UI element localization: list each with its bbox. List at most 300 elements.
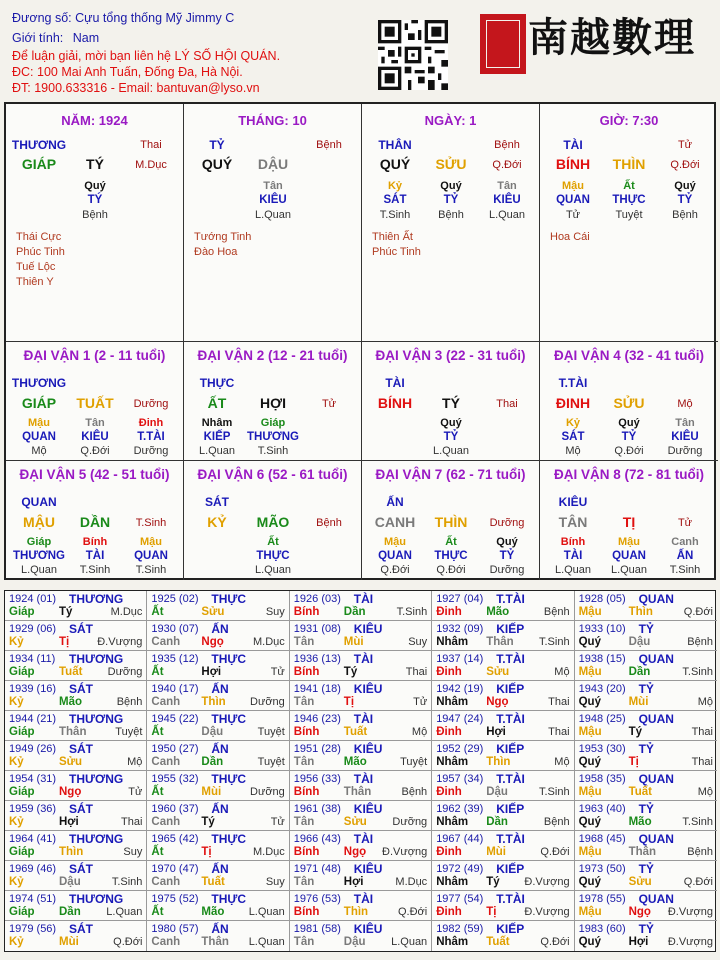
year-ten-god: ẤN (211, 682, 229, 696)
hidden-stem: Kỷ (387, 180, 403, 192)
year-branch: Ngọ (201, 636, 224, 648)
year-ten-god: SÁT (69, 862, 93, 876)
year-label: 1951 (28) (293, 743, 341, 755)
year-cell (575, 861, 717, 891)
year-branch: Tuất (201, 876, 225, 888)
year-label: 1953 (30) (578, 743, 626, 755)
hidden-stem: Quý (618, 417, 640, 429)
hidden-phase: Dưỡng (489, 564, 525, 576)
hidden-ten-god: KIÊU (493, 194, 521, 206)
year-phase: M.Dục (110, 606, 143, 618)
year-ten-god: KIÊU (353, 622, 383, 636)
hidden-ten-god: TỶ (443, 194, 459, 206)
year-branch: Thìn (201, 696, 226, 708)
year-cell (5, 741, 147, 771)
year-cell (5, 891, 147, 921)
pillar-stem: QUÝ (201, 156, 233, 172)
pillar-stars (16, 230, 65, 290)
year-label: 1941 (18) (293, 683, 341, 695)
year-ten-god: SÁT (69, 622, 93, 636)
hidden-stem: Quý (440, 180, 462, 192)
year-phase: Tuyệt (257, 726, 285, 738)
year-stem: Quý (578, 816, 601, 828)
table-row (5, 771, 717, 801)
year-phase: Tuyệt (400, 756, 428, 768)
year-phase: Thai (548, 696, 570, 708)
year-phase: T.Sinh (682, 816, 713, 828)
year-ten-god: KIẾP (496, 862, 525, 876)
year-cell (147, 921, 289, 951)
year-cell (147, 891, 289, 921)
year-stem: Quý (578, 876, 601, 888)
hidden-ten-god: TỶ (677, 194, 693, 206)
year-ten-god: THỰC (211, 652, 247, 666)
year-label: 1980 (57) (151, 923, 199, 935)
year-stem: Quý (578, 756, 601, 768)
dai-van-branch: SỬU (613, 395, 645, 411)
year-label: 1928 (05) (578, 593, 626, 605)
year-branch: Tuất (343, 726, 368, 738)
year-cell (432, 861, 574, 891)
year-branch: Hợi (343, 876, 364, 888)
dai-van-stem: ĐINH (555, 395, 591, 411)
year-stem: Ất (151, 906, 164, 918)
dai-van-phase: Mộ (677, 398, 693, 410)
year-stem: Ất (151, 606, 164, 618)
year-branch: Mùi (343, 636, 364, 648)
year-ten-god: TỶ (638, 862, 654, 876)
year-ten-god: QUAN (638, 892, 674, 906)
year-phase: Tử (270, 816, 285, 828)
year-branch: Mão (628, 816, 652, 828)
year-stem: Ất (151, 666, 164, 678)
year-branch: Dần (628, 666, 651, 678)
year-label: 1945 (22) (151, 713, 199, 725)
year-phase: Bệnh (687, 846, 713, 858)
year-phase: L.Quan (391, 936, 428, 948)
hidden-ten-god: TỶ (499, 550, 515, 562)
dai-van-phase: Dưỡng (489, 517, 525, 529)
hidden-phase: L.Quan (254, 209, 292, 221)
year-stem: Mậu (578, 906, 602, 918)
year-stem: Giáp (9, 906, 35, 918)
year-cell (575, 741, 717, 771)
year-ten-god: QUAN (638, 652, 674, 666)
year-ten-god: QUAN (638, 592, 674, 606)
hidden-phase: Bệnh (82, 209, 108, 221)
year-phase: Mộ (697, 696, 713, 708)
dai-van-stem: GIÁP (21, 395, 57, 411)
year-cell (575, 831, 717, 861)
year-label: 1931 (08) (293, 623, 341, 635)
year-branch: Thân (628, 846, 657, 858)
year-stem: Giáp (9, 846, 35, 858)
table-row (5, 651, 717, 681)
dai-van-phase: T.Sinh (135, 517, 167, 529)
year-ten-god: ẤN (211, 622, 229, 636)
year-phase: Tử (270, 666, 285, 678)
dai-van-stem: ẤT (207, 395, 227, 411)
year-cell (432, 621, 574, 651)
dai-van-branch: THÌN (434, 514, 468, 530)
year-branch: Mùi (628, 696, 649, 708)
dai-van-title: ĐẠI VẬN 7 (62 - 71 tuổi) (375, 467, 526, 482)
address-line: ĐC: 100 Mai Anh Tuấn, Đống Đa, Hà Nội. (12, 65, 243, 79)
year-cell (290, 651, 432, 681)
hidden-ten-god: SÁT (561, 431, 585, 443)
year-ten-god: TỶ (638, 682, 654, 696)
year-branch: Mão (486, 606, 510, 618)
year-phase: Dưỡng (250, 786, 285, 798)
year-stem: Giáp (9, 606, 35, 618)
dai-van-branch: TÝ (442, 395, 460, 411)
hidden-stem: Canh (671, 536, 699, 548)
year-phase: L.Quan (248, 906, 285, 918)
year-stem: Đinh (436, 846, 462, 858)
dai-van-phase: Thai (496, 398, 518, 410)
dai-van-ten-god: TÀI (385, 376, 405, 390)
year-ten-god: THƯƠNG (69, 772, 124, 786)
year-ten-god: TỶ (638, 622, 654, 636)
year-stem: Tân (293, 816, 315, 828)
year-cell (432, 651, 574, 681)
pillar-branch: THÌN (612, 156, 646, 172)
year-stem: Kỷ (9, 876, 24, 888)
year-ten-god: QUAN (638, 832, 674, 846)
year-cell (575, 921, 717, 951)
hidden-ten-god: KIẾP (203, 431, 231, 443)
year-phase: Đ.Vượng (524, 906, 570, 918)
year-ten-god: THƯƠNG (69, 892, 124, 906)
year-branch: Mão (201, 906, 225, 918)
year-phase: Đ.Vượng (667, 906, 713, 918)
year-branch: Tý (201, 816, 215, 828)
year-branch: Ngọ (59, 786, 82, 798)
year-cell (290, 921, 432, 951)
year-phase: M.Dục (253, 846, 285, 858)
subject-line: Đương số: Cựu tổng thống Mỹ Jimmy C (12, 11, 235, 25)
pillar-title: NĂM: 1924 (61, 113, 128, 128)
year-ten-god: KIẾP (496, 742, 525, 756)
pillar-stem: GIÁP (21, 156, 57, 172)
year-phase: Bệnh (687, 636, 713, 648)
year-label: 1972 (49) (436, 863, 484, 875)
year-stem: Nhâm (436, 696, 469, 708)
year-branch: Mão (343, 756, 367, 768)
hidden-ten-god: TÀI (85, 550, 105, 562)
year-label: 1932 (09) (436, 623, 484, 635)
year-label: 1965 (42) (151, 833, 199, 845)
hidden-stem: Tân (85, 417, 105, 429)
year-label: 1929 (06) (9, 623, 57, 635)
star-name: Phúc Tinh (16, 246, 65, 258)
table-row (5, 591, 717, 621)
year-ten-god: QUAN (638, 712, 674, 726)
year-branch: Sửu (343, 816, 367, 828)
year-cell (575, 621, 717, 651)
year-label: 1970 (47) (151, 863, 199, 875)
year-phase: Q.Đới (683, 606, 713, 618)
hidden-phase: L.Quan (432, 445, 470, 457)
year-label: 1950 (27) (151, 743, 199, 755)
year-branch: Tị (201, 846, 212, 858)
year-ten-god: THƯƠNG (69, 652, 124, 666)
star-name: Tướng Tinh (194, 231, 252, 243)
year-cell (432, 801, 574, 831)
year-phase: Tuyệt (115, 726, 143, 738)
year-label: 1926 (03) (293, 593, 341, 605)
hidden-ten-god: THƯƠNG (247, 431, 299, 443)
year-cell (290, 591, 432, 621)
year-cell (432, 831, 574, 861)
year-phase: T.Sinh (539, 786, 570, 798)
year-branch: Tị (343, 696, 355, 708)
year-branch: Ngọ (628, 906, 651, 918)
year-stem: Nhâm (436, 756, 469, 768)
year-ten-god: THƯƠNG (69, 712, 124, 726)
dai-van-title: ĐẠI VẬN 8 (72 - 81 tuổi) (553, 467, 705, 482)
year-stem: Đinh (436, 786, 462, 798)
year-cell (147, 801, 289, 831)
year-stem: Canh (151, 816, 181, 828)
year-cell (290, 621, 432, 651)
pillar-stars (372, 230, 421, 260)
dai-van-ten-god: QUAN (21, 495, 57, 509)
pillar-cell (6, 104, 184, 342)
hidden-phase: L.Quan (610, 564, 648, 576)
year-label: 1961 (38) (293, 803, 341, 815)
year-branch: Mùi (59, 936, 79, 948)
year-label: 1977 (54) (436, 893, 484, 905)
year-stem: Tân (293, 696, 315, 708)
year-ten-god: KIẾP (496, 802, 525, 816)
year-ten-god: TỶ (638, 922, 654, 936)
year-cell (290, 711, 432, 741)
year-branch: Sửu (486, 666, 510, 678)
dai-van-cell (184, 342, 362, 461)
year-ten-god: SÁT (69, 742, 93, 756)
year-stem: Kỷ (9, 816, 24, 828)
year-phase: L.Quan (248, 936, 285, 948)
year-stem: Quý (578, 696, 601, 708)
year-phase: M.Dục (395, 876, 428, 888)
year-phase: M.Dục (253, 636, 285, 648)
dai-van-stem: CANH (374, 514, 416, 530)
year-stem: Quý (578, 636, 601, 648)
pillar-phase: Bệnh (316, 139, 342, 151)
year-cell (432, 681, 574, 711)
hidden-ten-god: KIÊU (81, 431, 109, 443)
year-ten-god: TÀI (353, 772, 374, 786)
year-phase: Q.Đới (540, 936, 570, 948)
year-label: 1979 (56) (9, 923, 57, 935)
brand-logo: 南越數理 (528, 14, 696, 61)
year-branch: Thân (201, 936, 229, 948)
table-row (5, 741, 717, 771)
year-phase: Tử (128, 786, 143, 798)
year-ten-god: ẤN (211, 742, 229, 756)
year-stem: Kỷ (9, 636, 24, 648)
star-name: Phúc Tinh (372, 246, 421, 258)
year-ten-god: T.TÀI (496, 832, 525, 846)
hidden-phase: Mộ (565, 445, 581, 457)
year-label: 1978 (55) (578, 893, 626, 905)
year-cell (290, 831, 432, 861)
year-cell (5, 801, 147, 831)
year-branch: Sửu (59, 756, 83, 768)
year-branch: Ngọ (486, 696, 509, 708)
year-branch: Tý (59, 606, 73, 618)
hidden-ten-god: T.TÀI (137, 431, 165, 443)
pillar-ten-god: THÂN (378, 138, 412, 152)
year-stem: Tân (293, 876, 315, 888)
year-phase: Q.Đới (113, 936, 143, 948)
year-cell (575, 711, 717, 741)
table-row (5, 861, 717, 891)
year-phase: Đ.Vượng (97, 636, 143, 648)
year-ten-god: KIÊU (353, 922, 383, 936)
year-phase: Dưỡng (107, 666, 143, 678)
pillar-branch: SỬU (435, 156, 467, 172)
year-label: 1973 (50) (578, 863, 626, 875)
hidden-ten-god: THỰC (612, 194, 646, 206)
hidden-stem: Nhâm (201, 417, 233, 429)
pillar-phase: Thai (140, 139, 162, 151)
year-ten-god: SÁT (69, 682, 93, 696)
year-phase: Thai (405, 666, 428, 678)
year-ten-god: SÁT (69, 922, 93, 936)
dai-van-ten-god: SÁT (205, 495, 229, 509)
year-ten-god: KIÊU (353, 802, 383, 816)
pillar-cell (362, 104, 540, 342)
year-cell (147, 621, 289, 651)
hidden-stem: Mậu (28, 417, 50, 429)
year-ten-god: KIÊU (353, 862, 383, 876)
hidden-stem: Giáp (26, 536, 52, 548)
dai-van-phase: Dưỡng (133, 398, 169, 410)
hidden-phase: Tử (565, 209, 581, 221)
pillar-title: GIỜ: 7:30 (599, 113, 659, 128)
year-branch: Dần (486, 816, 508, 828)
dai-van-cell (6, 461, 184, 580)
year-branch: Thân (486, 636, 514, 648)
year-stem: Bính (293, 726, 320, 738)
hidden-ten-god: KIÊU (671, 431, 699, 443)
year-stem: Nhâm (436, 876, 469, 888)
dai-van-ten-god: THỰC (199, 376, 235, 390)
hidden-ten-god: TỶ (443, 431, 459, 443)
year-branch: Tị (628, 756, 639, 768)
dai-van-cell (540, 342, 718, 461)
hidden-phase: Dưỡng (133, 445, 169, 457)
year-stem: Giáp (9, 726, 35, 738)
year-label: 1956 (33) (293, 773, 341, 785)
year-ten-god: THỰC (211, 712, 247, 726)
year-branch: Dậu (628, 636, 651, 648)
year-phase: Dưỡng (250, 696, 285, 708)
year-branch: Tý (628, 726, 643, 738)
year-ten-god: QUAN (638, 772, 674, 786)
year-phase: Suy (265, 876, 285, 888)
year-ten-god: TÀI (353, 832, 374, 846)
year-label: 1960 (37) (151, 803, 199, 815)
year-phase: L.Quan (106, 906, 143, 918)
star-name: Thiên Ất (372, 231, 413, 243)
dai-van-cell (362, 342, 540, 461)
annual-luck-table (4, 590, 716, 952)
year-label: 1966 (43) (293, 833, 341, 845)
year-stem: Kỷ (9, 756, 24, 768)
hidden-phase: Q.Đới (80, 445, 110, 457)
year-stem: Mậu (578, 606, 602, 618)
year-label: 1958 (35) (578, 773, 626, 785)
hidden-ten-god: TÝ (87, 194, 103, 206)
year-cell (5, 651, 147, 681)
year-ten-god: T.TÀI (496, 712, 525, 726)
year-label: 1948 (25) (578, 713, 626, 725)
year-ten-god: KIẾP (496, 622, 525, 636)
year-phase: Bệnh (543, 816, 570, 828)
year-label: 1976 (53) (293, 893, 341, 905)
dai-van-branch: HỢI (260, 395, 286, 411)
dai-van-ten-god: ẤN (386, 495, 404, 509)
year-ten-god: T.TÀI (496, 592, 525, 606)
hidden-stem: Mậu (140, 536, 162, 548)
year-branch: Dậu (486, 786, 508, 798)
year-label: 1981 (58) (293, 923, 341, 935)
hidden-phase: Tuyệt (615, 209, 643, 221)
pillar-extra: Q.Đới (670, 159, 700, 171)
year-cell (290, 801, 432, 831)
year-branch: Tuất (486, 936, 510, 948)
hidden-ten-god: ẤN (676, 550, 694, 562)
pillar-branch: DẬU (257, 156, 289, 172)
hidden-phase: T.Sinh (669, 564, 701, 576)
year-label: 1971 (48) (293, 863, 341, 875)
hidden-stem: Quý (496, 536, 518, 548)
year-cell (147, 711, 289, 741)
year-phase: Bệnh (401, 786, 428, 798)
year-label: 1962 (39) (436, 803, 484, 815)
year-branch: Dậu (343, 936, 366, 948)
year-label: 1930 (07) (151, 623, 199, 635)
hidden-ten-god: QUAN (378, 550, 412, 562)
pillar-title: NGÀY: 1 (424, 113, 477, 128)
gender-label: Giới tính: (12, 31, 64, 45)
hidden-phase: Q.Đới (614, 445, 644, 457)
table-row (5, 711, 717, 741)
year-branch: Hợi (628, 936, 649, 948)
year-cell (5, 861, 147, 891)
dai-van-title: ĐẠI VẬN 4 (32 - 41 tuổi) (553, 348, 705, 363)
year-cell (147, 861, 289, 891)
pillar-branch: TÝ (86, 156, 104, 172)
year-phase: T.Sinh (396, 606, 428, 618)
year-ten-god: T.TÀI (496, 772, 525, 786)
year-stem: Canh (151, 756, 181, 768)
star-name: Tuế Lộc (16, 261, 56, 273)
pillar-stars (550, 230, 590, 245)
year-phase: T.Sinh (539, 636, 570, 648)
pillar-extra: M.Dục (135, 159, 167, 171)
year-ten-god: ẤN (211, 922, 229, 936)
year-stem: Nhâm (436, 636, 469, 648)
year-cell (575, 681, 717, 711)
year-phase: Bệnh (543, 606, 570, 618)
table-row (5, 921, 717, 951)
year-stem: Ất (151, 726, 164, 738)
hidden-stem: Mậu (562, 180, 584, 192)
